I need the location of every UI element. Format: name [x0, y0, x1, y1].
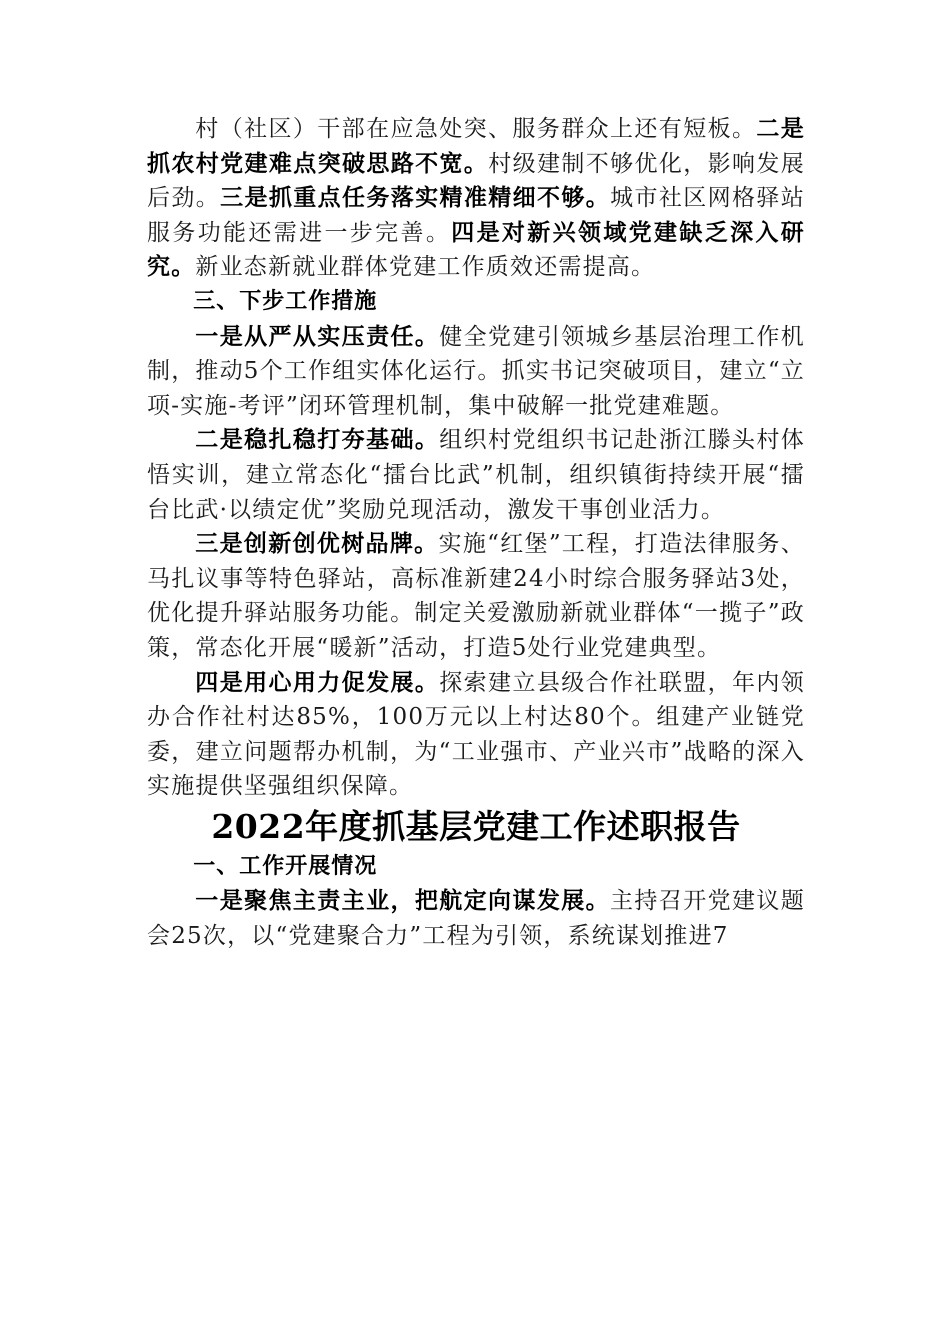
measure-paragraph-1: [147, 320, 805, 424]
measure-2-text: 组织村党组织书记赴浙江滕头村体悟实训，建立常态化“擂台比武”机制，组织镇街持续开展“擂台比武·以绩定优”奖励兑现活动，激发干事创业活力。: [147, 427, 806, 523]
report-title: 2022年度抓基层党建工作述职报告: [211, 806, 741, 846]
measure-3-title: 三是创新创优树品牌。: [195, 530, 439, 558]
section-heading-work-status: 一、工作开展情况: [193, 853, 378, 879]
shortcoming-text-3: 城市社区网格驿站服务功能还需进一步完善。: [147, 185, 806, 246]
document-body: [147, 112, 805, 954]
measure-1-text: 健全党建引领城乡基层治理工作机制，推动5个工作组实体化运行。抓实书记突破项目，建立“立项-实施-考评”闭环管理机制，集中破解一批党建难题。: [147, 323, 806, 419]
shortcoming-point-3: 三是抓重点任务落实精准精细不够。: [220, 184, 611, 212]
shortcoming-text-4: 新业态新就业群体党建工作质效还需提高。: [195, 254, 656, 281]
measure-4-title: 四是用心用力促发展。: [195, 668, 440, 696]
paragraph-shortcomings: [147, 112, 805, 285]
work-paragraph-1: [147, 884, 805, 953]
shortcoming-text-1: 村（社区）干部在应急处突、服务群众上还有短板。: [195, 116, 757, 142]
section-heading-next-steps: 三、下步工作措施: [193, 288, 378, 314]
measure-paragraph-3: [147, 527, 805, 665]
shortcoming-point-2: 二是抓农村党建难点突破思路不宽。: [147, 115, 805, 177]
shortcoming-text-2: 村级建制不够优化，影响发展后劲。: [147, 150, 805, 212]
measure-3-text: 实施“红堡”工程，打造法律服务、马扎议事等特色驿站，高标准新建24小时综合服务驿站3处，优化提升驿站服务功能。制定关爱激励新就业群体“一揽子”政策，常态化开展“暖新”活动，打造5处行业党建典型。: [147, 531, 806, 661]
measure-1-title: 一是从严从实压责任。: [195, 322, 440, 350]
measure-2-title: 二是稳扎稳打夯基础。: [195, 426, 440, 454]
work-1-text: 主持召开党建议题会25次，以“党建聚合力”工程为引领，系统谋划推进7: [147, 888, 805, 950]
shortcoming-point-4: 四是对新兴领域党建缺乏深入研究。: [147, 218, 805, 281]
work-1-title: 一是聚焦主责主业，把航定向谋发展。: [195, 887, 611, 915]
measure-paragraph-2: [147, 423, 805, 527]
measure-paragraph-4: [147, 666, 805, 804]
measure-4-text: 探索建立县级合作社联盟，年内领办合作社村达85%，100万元以上村达80个。组建产业链党委，建立问题帮办机制，为“工业强市、产业兴市”战略的深入实施提供坚强组织保障。: [147, 669, 806, 800]
